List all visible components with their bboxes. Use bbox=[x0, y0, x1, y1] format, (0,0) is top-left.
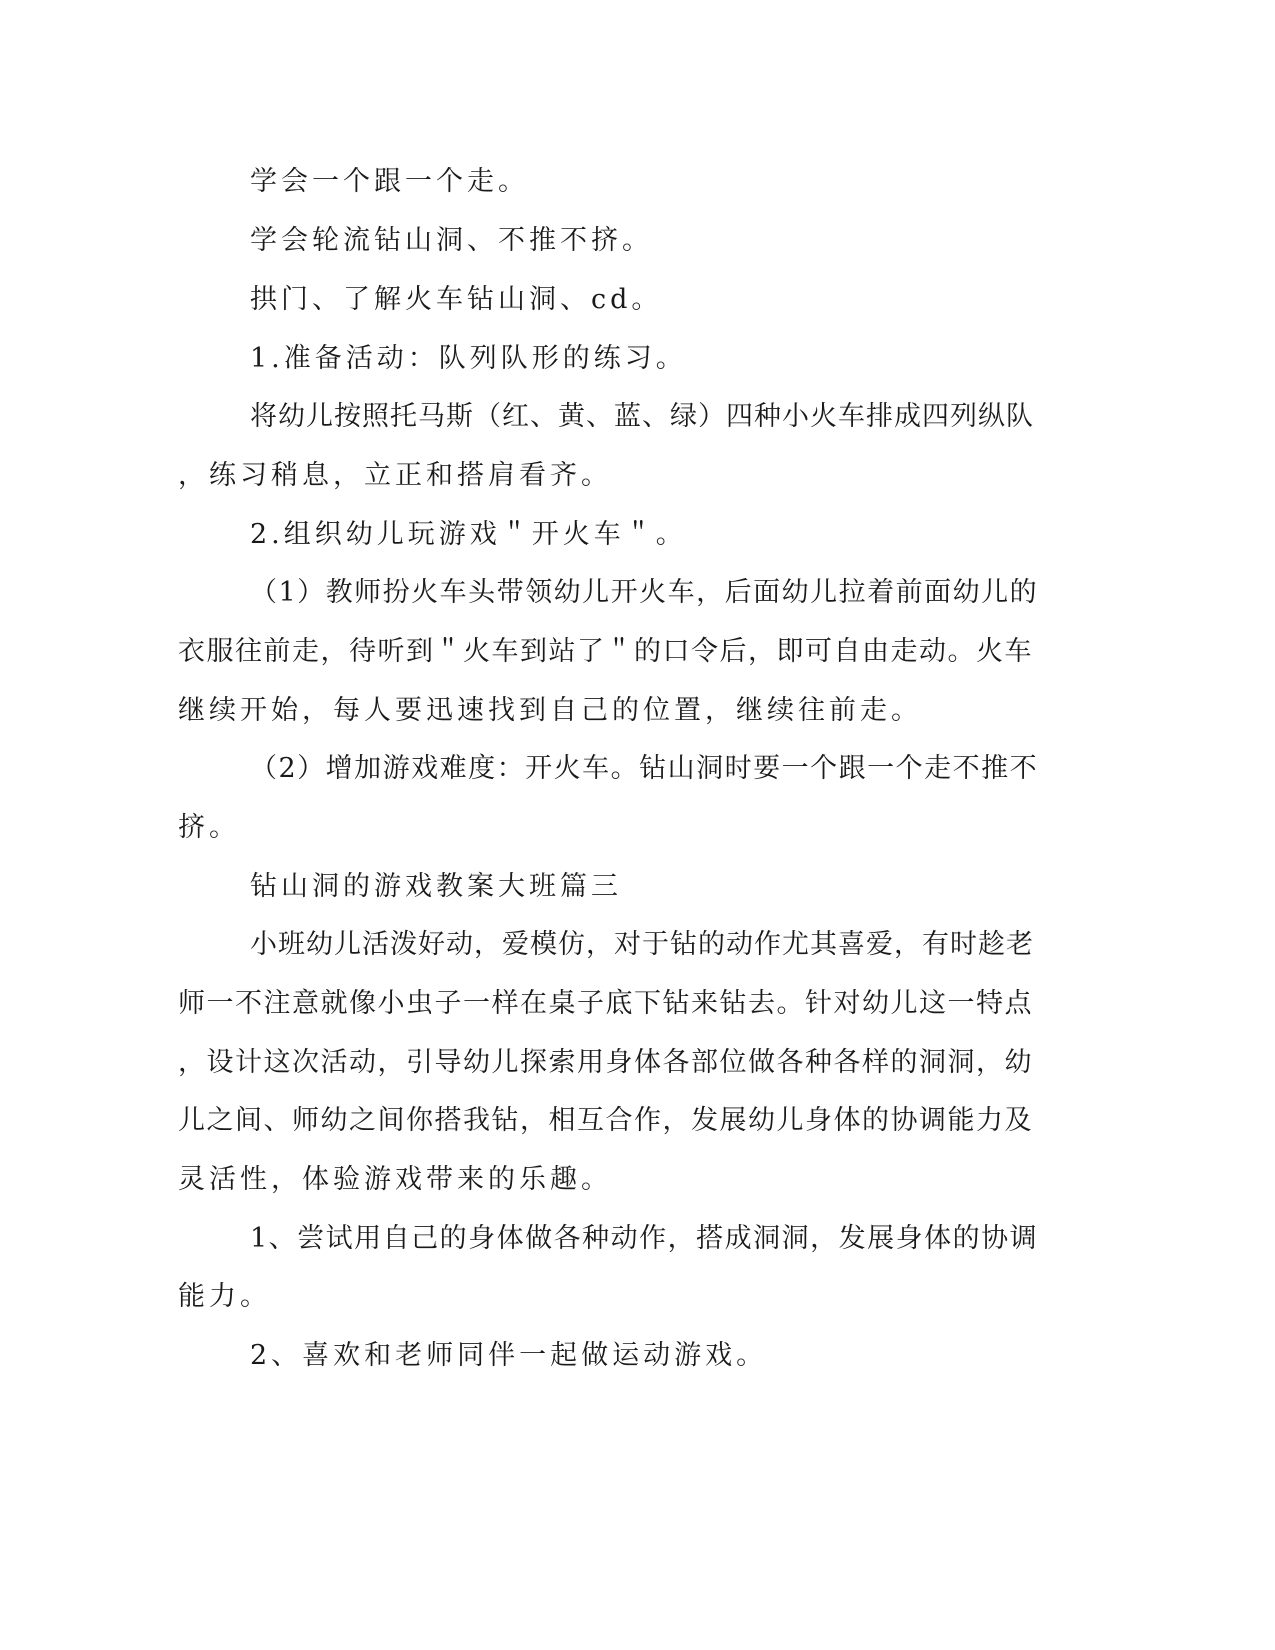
text-line: 2、喜欢和老师同伴一起做运动游戏。 bbox=[250, 1340, 768, 1371]
text-line: （1）教师扮火车头带领幼儿开火车，后面幼儿拉着前面幼儿的 bbox=[250, 577, 1039, 608]
text-line: 挤。 bbox=[178, 812, 240, 843]
text-line: 继续开始，每人要迅速找到自己的位置，继续往前走。 bbox=[178, 695, 922, 726]
text-line: 灵活性，体验游戏带来的乐趣。 bbox=[178, 1164, 612, 1195]
text-line: 拱门、了解火车钻山洞、cd。 bbox=[250, 284, 663, 315]
text-line: 1.准备活动：队列队形的练习。 bbox=[250, 343, 687, 374]
text-line: （2）增加游戏难度：开火车。钻山洞时要一个跟一个走不推不 bbox=[250, 753, 1039, 784]
text-line: 儿之间、师幼之间你搭我钻，相互合作，发展幼儿身体的协调能力及 bbox=[178, 1105, 1033, 1136]
text-line: ，练习稍息，立正和搭肩看齐。 bbox=[178, 460, 612, 491]
text-line: 能力。 bbox=[178, 1281, 271, 1312]
text-line: 2.组织幼儿玩游戏＂开火车＂。 bbox=[250, 519, 687, 550]
text-line: 师一不注意就像小虫子一样在桌子底下钻来钻去。针对幼儿这一特点 bbox=[178, 988, 1033, 1019]
text-line: 学会轮流钻山洞、不推不挤。 bbox=[250, 225, 653, 256]
text-line: ，设计这次活动，引导幼儿探索用身体各部位做各种各样的洞洞，幼 bbox=[178, 1047, 1033, 1078]
text-line: 小班幼儿活泼好动，爱模仿，对于钻的动作尤其喜爱，有时趁老 bbox=[250, 929, 1034, 960]
text-line: 衣服往前走，待听到＂火车到站了＂的口令后，即可自由走动。火车 bbox=[178, 636, 1033, 667]
text-line: 学会一个跟一个走。 bbox=[250, 166, 529, 197]
text-line: 将幼儿按照托马斯（红、黄、蓝、绿）四种小火车排成四列纵队 bbox=[250, 401, 1034, 432]
section-heading: 钻山洞的游戏教案大班篇三 bbox=[250, 871, 622, 902]
text-line: 1、尝试用自己的身体做各种动作，搭成洞洞，发展身体的协调 bbox=[250, 1223, 1039, 1254]
